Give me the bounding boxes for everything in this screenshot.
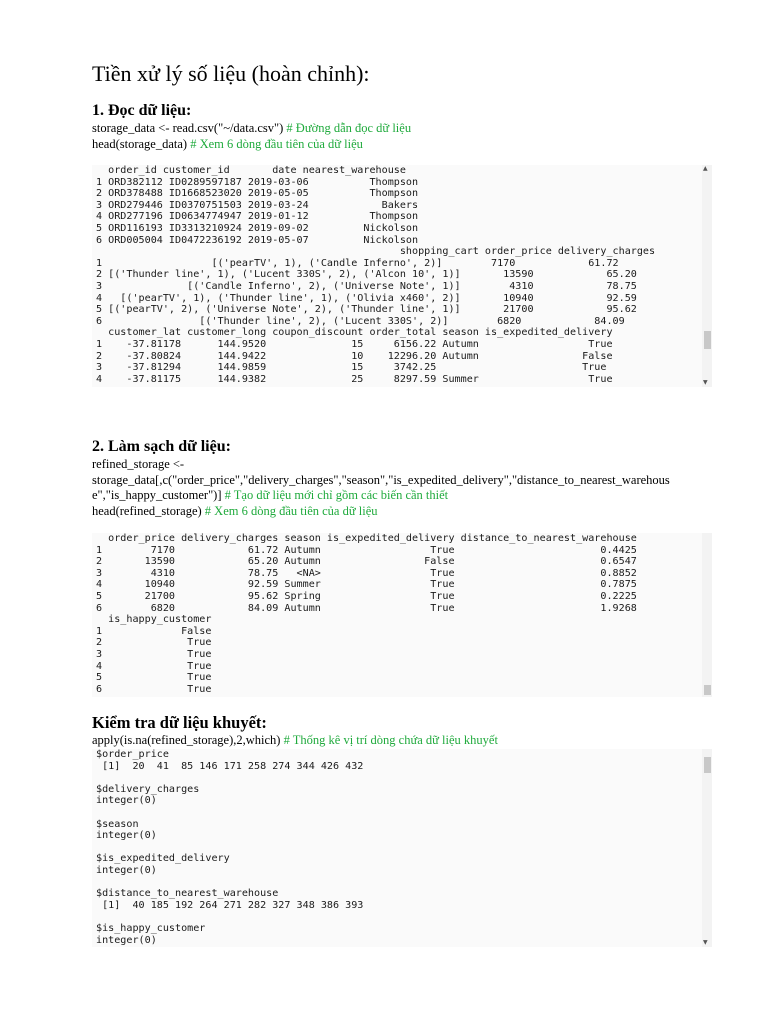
code-comment: # Xem 6 dòng đầu tiên của dữ liệu	[201, 504, 378, 518]
section-heading-read-data: 1. Đọc dữ liệu:	[92, 102, 192, 119]
vertical-scrollbar[interactable]	[702, 749, 712, 947]
code-text: refined_storage <-	[92, 457, 185, 471]
code-line-head	[92, 136, 363, 152]
code-line-refined-columns-end	[92, 487, 448, 503]
code-line-refined-columns	[92, 472, 670, 488]
code-comment: # Tạo dữ liệu mới chỉ gồm các biến cần thiết	[221, 488, 449, 502]
section-heading-missing-data: Kiểm tra dữ liệu khuyết:	[92, 713, 267, 732]
console-output-missing-positions[interactable]	[92, 749, 712, 947]
section-heading-clean-data: 2. Làm sạch dữ liệu:	[92, 438, 231, 455]
code-text: storage_data[,c("order_price","delivery_charges","season","is_expedited_delivery","distance_to_nearest_warehous	[92, 473, 670, 487]
console-output-text: $order_price [1] 20 41 85 146 171 258 274 344 426 432 $delivery_charges integer(0) $season integer(0) $is_expedited_delivery integer(0) $distance_to_nearest_warehouse [1] 40 185 192 264 271 282 327 348 386 393 $is_happy_customer integer(0)	[96, 749, 364, 946]
page-title: Tiền xử lý số liệu (hoàn chỉnh):	[92, 61, 370, 86]
code-text: e","is_happy_customer")]	[92, 488, 222, 502]
code-comment: # Thống kê vị trí dòng chứa dữ liệu khuyết	[280, 733, 498, 747]
console-output-storage-data[interactable]	[92, 165, 712, 387]
scroll-down-icon[interactable]: ▼	[703, 939, 708, 946]
scroll-down-icon[interactable]: ▼	[703, 379, 708, 386]
scrollbar-thumb[interactable]	[704, 331, 711, 349]
code-line-refined-assign	[92, 456, 184, 472]
scrollbar-thumb[interactable]	[704, 757, 711, 773]
scrollbar-thumb[interactable]	[704, 685, 711, 695]
code-comment: # Xem 6 dòng đầu tiên của dữ liệu	[187, 137, 363, 151]
code-text: head(refined_storage)	[92, 504, 202, 518]
code-text: apply(is.na(refined_storage),2,which)	[92, 733, 281, 747]
vertical-scrollbar[interactable]	[702, 533, 712, 697]
console-output-text: order_id customer_id date nearest_warehouse 1 ORD382112 ID0289597187 2019-03-06 Thompson 2 ORD378488 ID1668523020 2019-05-05 Thompson 3 ORD279446 ID0370751503 2019-03-24 Bakers 4 ORD277196 ID0634774947 2019-01-12 Thompson 5 ORD116193 ID3313210924 2019-09-02 Nickolson 6 ORD005004 ID0472236192 2019-05-07 Nickolson shopping_cart order_price delivery_charges 1 [('pearTV', 1), ('Candle Inferno', 2)] 7170 61.72 2 [('Thunder line', 1), ('Lucent 330S', 2), ('Alcon 10', 1)] 13590 65.20 3 [('Candle Inferno', 2), ('Universe Note', 1)] 4310 78.75 4 [('pearTV', 1), ('Thunder line', 1), ('Olivia x460', 2)] 10940 92.59 5 [('pearTV', 2), ('Universe Note', 2), ('Thunder line', 1)] 21700 95.62 6 [('Thunder line', 2), ('Lucent 330S', 2)] 6820 84.09 customer_lat customer_long coupon_discount order_total season is_expedited_delivery 1 -37.81178 144.9520 15 6156.22 Autumn True 2 -37.80824 144.9422 10 12296.20 Autumn False 3 -37.81294 144.9859 15 3742.25 True 4 -37.81175 144.9382 25 8297.59 Summer True	[96, 165, 656, 385]
code-text: head(storage_data)	[92, 137, 188, 151]
code-text: storage_data <- read.csv("~/data.csv")	[92, 121, 284, 135]
console-output-refined-storage[interactable]	[92, 533, 712, 697]
code-line-apply-isna	[92, 732, 498, 748]
code-comment: # Đường dẫn đọc dữ liệu	[283, 121, 412, 135]
code-line-read-csv	[92, 120, 411, 136]
console-output-text: order_price delivery_charges season is_expedited_delivery distance_to_nearest_warehouse 1 7170 61.72 Autumn True 0.4425 2 13590 65.20 Autumn False 0.6547 3 4310 78.75 <NA> True 0.8852 4 10940 92.59 Summer True 0.7875 5 21700 95.62 Spring True 0.2225 6 6820 84.09 Autumn True 1.9268 is_happy_customer 1 False 2 True 3 True 4 True 5 True 6 True	[96, 533, 637, 695]
vertical-scrollbar[interactable]	[702, 165, 712, 387]
code-line-head-refined	[92, 503, 378, 519]
scroll-up-icon[interactable]: ▲	[703, 165, 708, 172]
